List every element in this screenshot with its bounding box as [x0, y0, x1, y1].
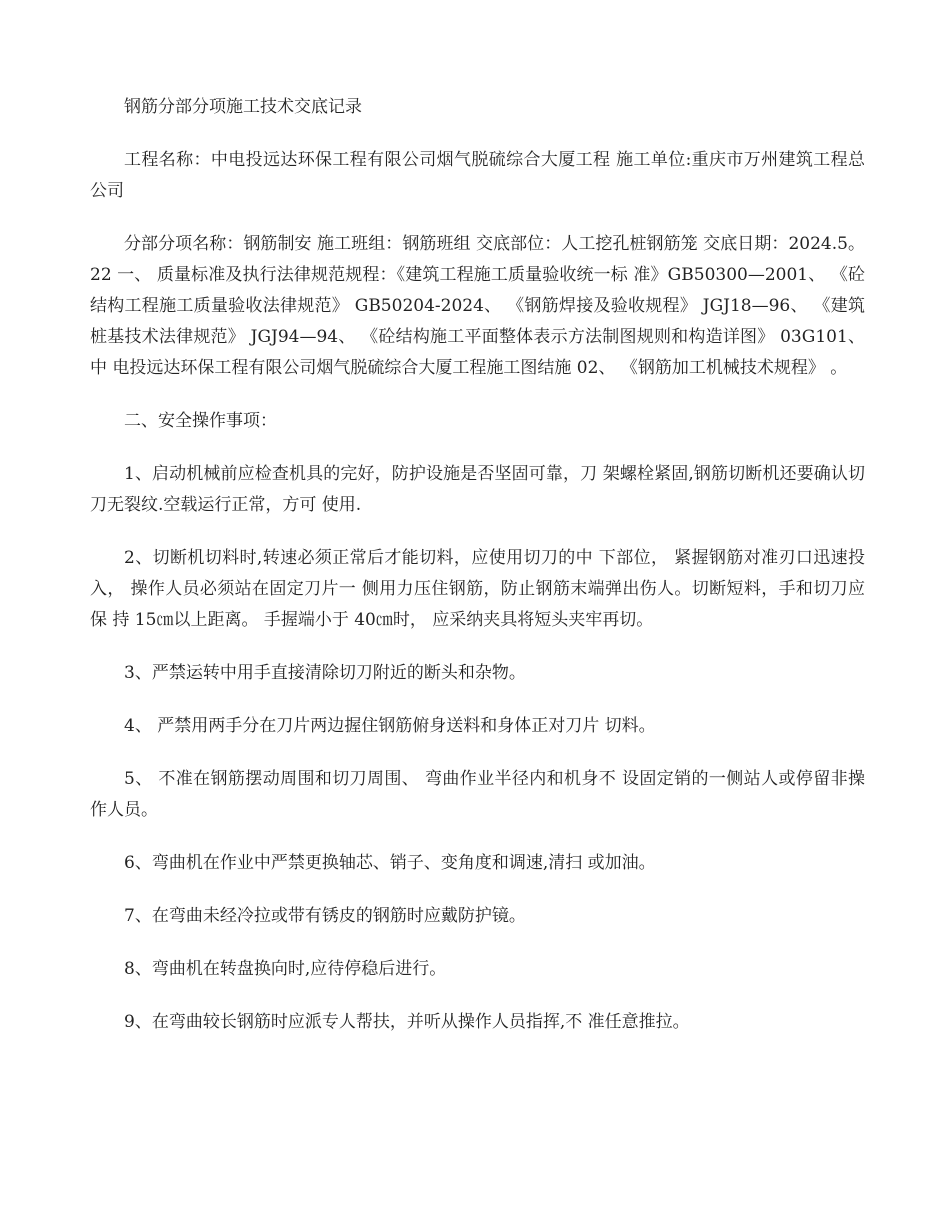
- safety-heading: 二、安全操作事项：: [124, 411, 277, 431]
- safety-item-8: 8、弯曲机在转盘换向时,应待停稳后进行。: [124, 959, 447, 979]
- safety-item-2: 2、切断机切料时,转速必须正常后才能切料，应使用切刀的中 下部位， 紧握钢筋对准刃口迅速投入， 操作人员必须站在固定刀片一 侧用力压住钢筋，防止钢筋末端弹出伤人。切断短料，手和切刀应保 持 15㎝以上距离。 手握端小于 40㎝时， 应采纳夹具将短头夹牢再切。: [90, 548, 865, 630]
- safety-item-1: 1、启动机械前应检查机具的完好，防护设施是否坚固可靠，刀 架螺栓紧固,钢筋切断机还要确认切刀无裂纹.空载运行正常，方可 使用.: [90, 464, 865, 515]
- document-title: 钢筋分部分项施工技术交底记录: [124, 97, 362, 117]
- safety-item-3: 3、严禁运转中用手直接清除切刀附近的断头和杂物。: [124, 663, 526, 683]
- safety-item-4: 4、 严禁用两手分在刀片两边握住钢筋俯身送料和身体正对刀片 切料。: [124, 716, 656, 736]
- document-page: [90, 92, 865, 1060]
- project-info: 工程名称：中电投远达环保工程有限公司烟气脱硫综合大厦工程 施工单位:重庆市万州建筑工程总公司: [90, 150, 865, 201]
- section-info: 分部分项名称：钢筋制安 施工班组：钢筋班组 交底部位：人工挖孔桩钢筋笼 交底日期：2024.5。22 一、 质量标准及执行法律规范规程：《建筑工程施工质量验收统一标 准》GB50300—2001、 《砼结构工程施工质量验收法律规范》 GB50204-2024、 《钢筋焊接及验收规程》 JGJ18—96、 《建筑桩基技术法律规范》 JGJ94—94、 《砼结构施工平面整体表示方法制图规则和构造详图》 03G101、中 电投远达环保工程有限公司烟气脱硫综合大厦工程施工图结施 02、 《钢筋加工机械技术规程》 。: [90, 234, 865, 378]
- safety-item-9: 9、在弯曲较长钢筋时应派专人帮扶，并听从操作人员指挥,不 准任意推拉。: [124, 1012, 690, 1032]
- safety-item-5: 5、 不准在钢筋摆动周围和切刀周围、 弯曲作业半径内和机身不 设固定销的一侧站人或停留非操作人员。: [90, 769, 865, 820]
- safety-item-7: 7、在弯曲未经冷拉或带有锈皮的钢筋时应戴防护镜。: [124, 906, 526, 926]
- safety-item-6: 6、弯曲机在作业中严禁更换轴芯、销子、变角度和调速,清扫 或加油。: [124, 853, 656, 873]
